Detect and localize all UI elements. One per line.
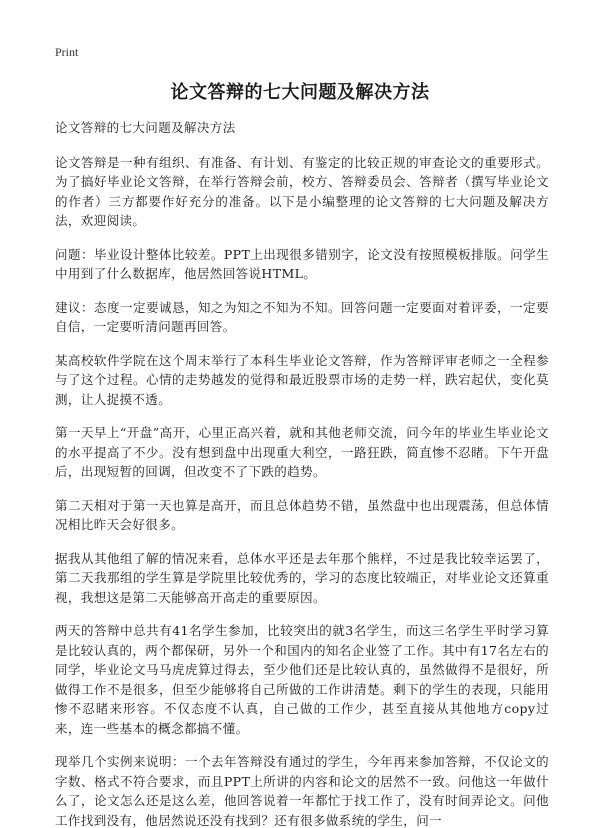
paragraph-context: 某高校软件学院在这个周末举行了本科生毕业论文答辩，作为答辩评审老师之一全程参与了这个过程。心情的走势越发的觉得和最近股票市场的走势一样，跌宕起伏，变化莫测，让人捉摸不透。 [55, 352, 549, 407]
document-title: 论文答辩的七大问题及解决方法 [170, 82, 430, 103]
paragraph-day-one: 第一天早上“开盘”高开，心里正高兴着，就和其他老师交流，问今年的毕业生毕业论文的水平提高了不少。没有想到盘中出现重大利空，一路狂跌，简直惨不忍睹。下午开盘后，出现短暂的回调，但改变不了下跌的趋势。 [55, 425, 549, 479]
paragraph-day-two: 第二天相对于第一天也算是高开，而且总体趋势不错，虽然盘中也出现震荡，但总体情况相比昨天会好很多。 [55, 497, 549, 532]
paragraph-advice: 建议：态度一定要诚恳，知之为知之不知为不知。回答问题一定要面对着评委，一定要自信，一定要听清问题再回答。 [55, 299, 549, 334]
article-body [55, 118, 549, 828]
paragraph-statistics: 两天的答辩中总共有41名学生参加，比较突出的就3名学生，而这三名学生平时学习算是比较认真的，两个都保研，另外一个和国内的知名企业签了工作。其中有17名左右的同学，毕业论文马马虎虎算过得去，至少他们还是比较认真的，虽然做得不是很好，所做得工作不是很多，但至少能够将自己所做的工作讲清楚。剩下的学生的表现，只能用惨不忍睹来形容。不仅态度不认真，自己做的工作少，甚至直接从其他地方copy过来，连一些基本的概念都搞不懂。 [55, 623, 550, 736]
print-link[interactable]: Print [55, 45, 79, 59]
paragraph-examples: 现举几个实例来说明：一个去年答辩没有通过的学生，今年再来参加答辩，不仅论文的字数、格式不符合要求，而且PPT上所讲的内容和论文的居然不一致。问他这一年做什么了，论文怎么还是这么差，他回答说着一年都忙于找工作了，没有时间弄论文。问他工作找到没有，他居然说还没有找到？还有很多做系统的学生，问一 [55, 754, 549, 828]
paragraph-intro: 论文答辩是一种有组织、有准备、有计划、有鉴定的比较正规的审查论文的重要形式。为了搞好毕业论文答辩，在举行答辩会前，校方、答辩委员会、答辩者（撰写毕业论文的作者）三方都要作好充分的准备。以下是小编整理的论文答辩的七大问题及解决方法，欢迎阅读。 [55, 154, 549, 228]
paragraph-problem: 问题：毕业设计整体比较差。PPT上出现很多错别字，论文没有按照模板排版。问学生中用到了什么数据库，他居然回答说HTML。 [55, 246, 549, 281]
paragraph-other-groups: 据我从其他组了解的情况来看，总体水平还是去年那个熊样，不过是我比较幸运罢了，第二天我那组的学生算是学院里比较优秀的，学习的态度比较端正，对毕业论文还算重视，我想这是第二天能够高开高走的重要原因。 [55, 550, 549, 605]
article-subtitle: 论文答辩的七大问题及解决方法 [55, 120, 236, 135]
